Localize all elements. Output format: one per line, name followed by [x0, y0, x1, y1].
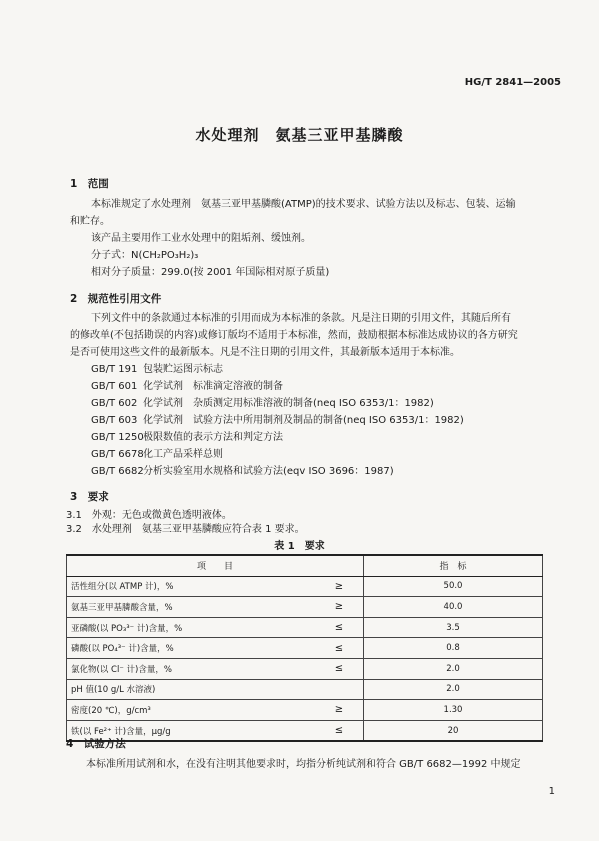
- ref-item: GB/T 603 化学试剂 试验方法中所用制剂及制品的制备(neq ISO 6353/1：1982): [91, 415, 464, 426]
- standard-code: HG/T 2841—2005: [464, 77, 561, 88]
- section-3-heading: 3 要求: [70, 491, 109, 503]
- section-2-heading: 2 规范性引用文件: [70, 293, 162, 305]
- col-header-item: 项 目: [67, 555, 364, 576]
- requirement-3-2: 3.2 水处理剂 氨基三亚甲基膦酸应符合表 1 要求。: [66, 524, 305, 535]
- scope-para-line1: 本标准规定了水处理剂 氨基三亚甲基膦酸(ATMP)的技术要求、试验方法以及标志、包装、运输: [91, 199, 516, 210]
- table-header-row: [67, 555, 543, 576]
- table-row: 磷酸(以 PO₄³⁻ 计)含量，% ≤ 0.8: [67, 638, 543, 659]
- document-title: 水处理剂 氨基三亚甲基膦酸: [195, 126, 404, 144]
- scope-para-line2: 和贮存。: [70, 216, 110, 227]
- section-1-heading: 1 范围: [70, 178, 109, 190]
- table-row: 亚磷酸(以 PO₃³⁻ 计)含量，% ≤ 3.5: [67, 617, 543, 638]
- table-caption: 表 1 要求: [274, 541, 325, 552]
- refs-intro-line2: 的修改单(不包括勘误的内容)或修订版均不适用于本标准，然而，鼓励根据本标准达成协议的各方研究: [70, 330, 518, 341]
- ref-item: GB/T 602 化学试剂 杂质测定用标准溶液的制备(neq ISO 6353/1：1982): [91, 398, 434, 409]
- molecular-formula: 分子式：N(CH₂PO₃H₂)₃: [91, 250, 199, 261]
- col-header-value: 指 标: [364, 555, 543, 576]
- table-row: 氨基三亚甲基膦酸含量，% ≥ 40.0: [67, 597, 543, 618]
- requirements-table: [66, 554, 543, 742]
- page-number: 1: [548, 786, 555, 797]
- table-row: 密度(20 ℃)，g/cm³ ≥ 1.30: [67, 700, 543, 721]
- table-row: pH 值(10 g/L 水溶液) 2.0: [67, 679, 543, 700]
- ref-item: GB/T 6678化工产品采样总则: [91, 449, 223, 460]
- ref-item: GB/T 601 化学试剂 标准滴定溶液的制备: [91, 381, 283, 392]
- ref-item: GB/T 1250极限数值的表示方法和判定方法: [91, 432, 283, 443]
- refs-intro-line3: 是否可使用这些文件的最新版本。凡是不注日期的引用文件，其最新版本适用于本标准。: [70, 347, 460, 358]
- ref-item: GB/T 191 包装贮运图示标志: [91, 364, 223, 375]
- scope-usage: 该产品主要用作工业水处理中的阻垢剂、缓蚀剂。: [91, 233, 311, 244]
- ref-item: GB/T 6682分析实验室用水规格和试验方法(eqv ISO 3696：1987): [91, 466, 394, 477]
- test-methods-text: 本标准所用试剂和水，在没有注明其他要求时，均指分析纯试剂和符合 GB/T 6682—1992 中规定: [86, 759, 521, 770]
- refs-intro-line1: 下列文件中的条款通过本标准的引用而成为本标准的条款。凡是注日期的引用文件，其随后所有: [91, 313, 511, 324]
- table-row: 铁(以 Fe²⁺ 计)含量，μg/g ≤ 20: [67, 720, 543, 741]
- requirement-3-1: 3.1 外观：无色或微黄色透明液体。: [66, 510, 232, 521]
- table-row: 氯化物(以 Cl⁻ 计)含量，% ≤ 2.0: [67, 658, 543, 679]
- section-4-heading: 4 试验方法: [66, 738, 126, 750]
- table-row: 活性组分(以 ATMP 计)，% ≥ 50.0: [67, 576, 543, 597]
- molecular-mass: 相对分子质量：299.0(按 2001 年国际相对原子质量): [91, 267, 330, 278]
